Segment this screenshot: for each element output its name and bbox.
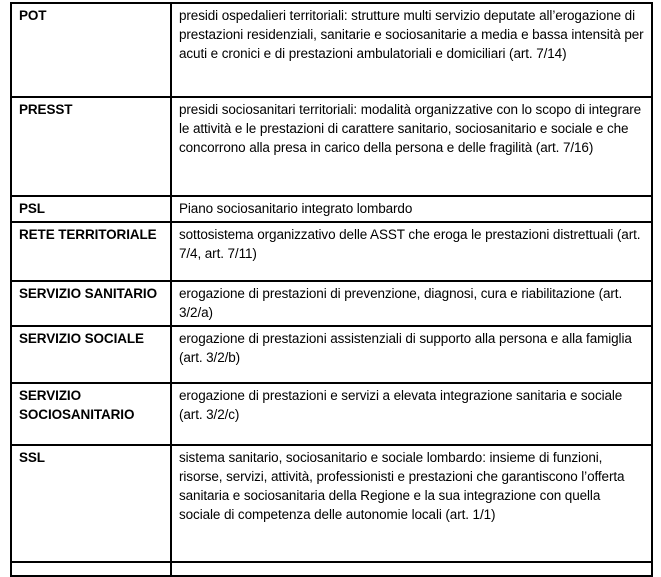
table-row bbox=[11, 383, 652, 445]
glossary-table-body bbox=[11, 3, 652, 576]
glossary-table bbox=[10, 2, 653, 577]
table-row bbox=[11, 562, 652, 576]
table-row bbox=[11, 281, 652, 326]
term-cell: PSL bbox=[11, 196, 171, 222]
definition-cell: erogazione di prestazioni e servizi a elevata integrazione sanitaria e sociale (art. 3/2/c) bbox=[171, 383, 652, 445]
definition-cell: presidi sociosanitari territoriali: modalità organizzative con lo scopo di integrare le attività e le prestazioni di carattere sanitario, sociosanitario e sociale e che concorrono alla presa in carico della persona e delle fragilità (art. 7/16) bbox=[171, 97, 652, 196]
table-row bbox=[11, 97, 652, 196]
table-row bbox=[11, 196, 652, 222]
term-cell: SERVIZIO SOCIOSANITARIO bbox=[11, 383, 171, 445]
table-row bbox=[11, 326, 652, 383]
term-cell: RETE TERRITORIALE bbox=[11, 222, 171, 281]
table-row bbox=[11, 222, 652, 281]
term-cell: POT bbox=[11, 3, 171, 97]
definition-cell: presidi ospedalieri territoriali: strutture multi servizio deputate all’erogazione di prestazioni residenziali, sanitarie e sociosanitarie a media e bassa intensità per acuti e cronici e di prestazioni ambulatoriali e domiciliari (art. 7/14) bbox=[171, 3, 652, 97]
term-cell: SERVIZIO SOCIALE bbox=[11, 326, 171, 383]
definition-cell: Piano sociosanitario integrato lombardo bbox=[171, 196, 652, 222]
term-cell bbox=[11, 562, 171, 576]
term-cell: SERVIZIO SANITARIO bbox=[11, 281, 171, 326]
term-cell: PRESST bbox=[11, 97, 171, 196]
definition-cell: sistema sanitario, sociosanitario e sociale lombardo: insieme di funzioni, risorse, servizi, attività, professionisti e prestazioni che garantiscono l’offerta sanitaria e sociosanitaria della Regione e la sua integrazione con quella sociale di competenza delle autonomie locali (art. 1/1) bbox=[171, 445, 652, 562]
document-body bbox=[10, 2, 653, 577]
definition-cell: erogazione di prestazioni assistenziali di supporto alla persona e alla famiglia (art. 3/2/b) bbox=[171, 326, 652, 383]
table-row bbox=[11, 445, 652, 562]
definition-cell: sottosistema organizzativo delle ASST che eroga le prestazioni distrettuali (art. 7/4, art. 7/11) bbox=[171, 222, 652, 281]
definition-cell: erogazione di prestazioni di prevenzione, diagnosi, cura e riabilitazione (art. 3/2/a) bbox=[171, 281, 652, 326]
table-row bbox=[11, 3, 652, 97]
term-cell: SSL bbox=[11, 445, 171, 562]
definition-cell bbox=[171, 562, 652, 576]
